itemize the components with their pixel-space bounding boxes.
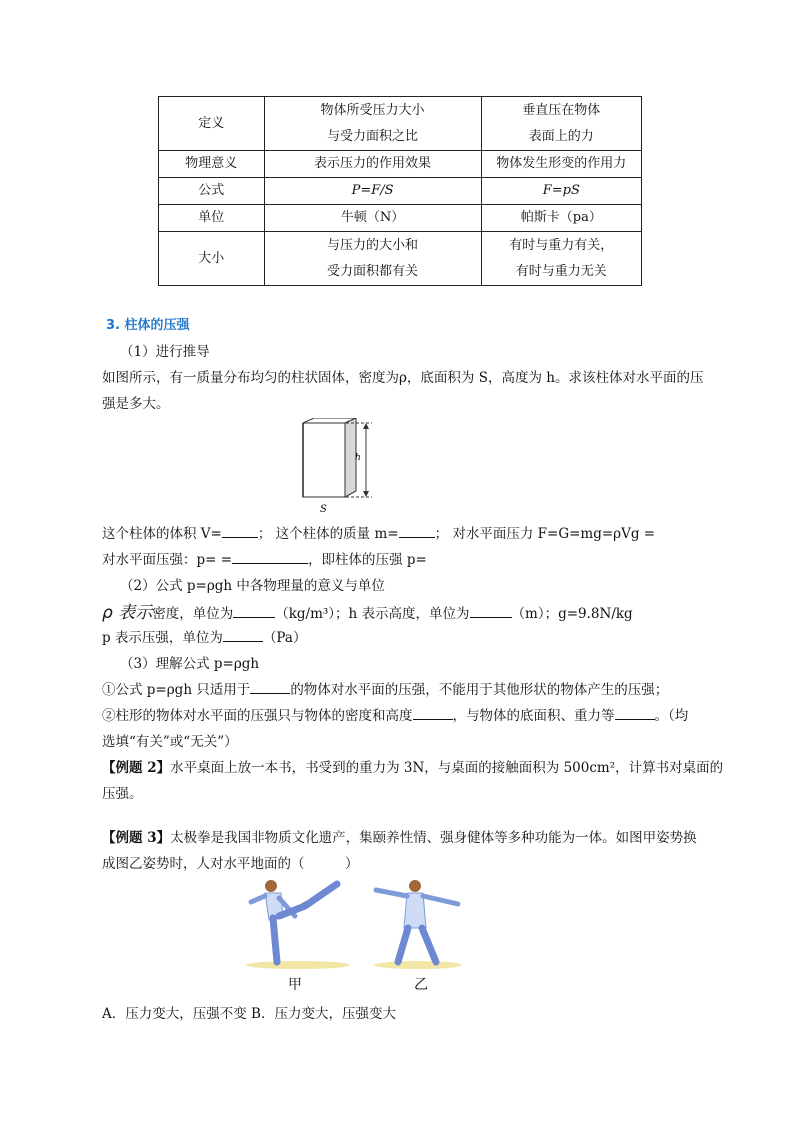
height-label: h	[355, 453, 361, 463]
example-2: 【例题 2】水平桌面上放一本书，书受到的重力为 3N，与桌面的接触面积为 500cm²，计算书对桌面的	[102, 760, 724, 776]
subheading: （2）公式 p=ρgh 中各物理量的意义与单位	[120, 578, 385, 594]
caption-jia: 甲	[288, 977, 302, 993]
item-line: ①公式 p=ρgh 只适用于 的物体对水平面的压强，不能用于其他形状的物体产生的压强；	[102, 682, 669, 698]
item-line: 选填“有关”或“无关”）	[102, 734, 238, 750]
comparison-table	[158, 96, 642, 286]
subheading: （3）理解公式 p=ρgh	[120, 656, 260, 672]
example-2-cont: 压强。	[102, 786, 143, 802]
table-row	[159, 97, 642, 151]
volume-line: 这个柱体的体积 V= ； 这个柱体的质量 m= ； 对水平面压力 F=G=mg=ρVg =	[102, 526, 656, 542]
example-3: 【例题 3】太极拳是我国非物质文化遗产，集颐养性情、强身健体等多种功能为一体。如图甲姿势换	[102, 830, 697, 846]
table-cell: 物体发生形变的作用力	[481, 151, 641, 178]
pressure-line: 对水平面压强：p= = ，即柱体的压强 p=	[102, 552, 427, 568]
table-cell-label: 定义	[159, 97, 265, 151]
table-cell: 与压力的大小和 受力面积都有关	[264, 232, 481, 286]
answer-options: A．压力变大，压强不变 B．压力变大，压强变大	[102, 1006, 396, 1022]
table-row	[159, 151, 642, 178]
table-row	[159, 205, 642, 232]
blank-field[interactable]	[233, 605, 275, 618]
blank-field[interactable]	[399, 525, 435, 538]
pressure-unit-line: p 表示压强，单位为 （Pa）	[102, 630, 307, 646]
table-cell: 牛顿（N）	[264, 205, 481, 232]
caption-yi: 乙	[414, 977, 428, 993]
item-line: ②柱形的物体对水平面的压强只与物体的密度和高度 ，与物体的底面积、重力等 。（均	[102, 708, 689, 724]
table-row	[159, 178, 642, 205]
blank-field[interactable]	[413, 707, 453, 720]
blank-field[interactable]	[250, 681, 290, 694]
table-cell-label: 大小	[159, 232, 265, 286]
taichi-figure-jia	[243, 876, 353, 972]
section-heading: 3. 柱体的压强	[106, 318, 190, 333]
table-cell: 垂直压在物体 表面上的力	[481, 97, 641, 151]
table-cell-label: 单位	[159, 205, 265, 232]
table-cell: F=pS	[481, 178, 641, 205]
table-cell-label: 公式	[159, 178, 265, 205]
blank-field[interactable]	[470, 605, 512, 618]
blank-field[interactable]	[222, 525, 258, 538]
table-row	[159, 232, 642, 286]
table-cell: 物体所受压力大小 与受力面积之比	[264, 97, 481, 151]
rho-line: ρ 表示密度，单位为 （kg/m³）；h 表示高度，单位为 （m）；g=9.8N/kg	[102, 603, 633, 623]
paragraph-line: 强是多大。	[102, 396, 170, 412]
blank-field[interactable]	[615, 707, 655, 720]
table-cell: 表示压力的作用效果	[264, 151, 481, 178]
example-3-cont: 成图乙姿势时，人对水平地面的（ ）	[102, 856, 359, 872]
subheading: （1）进行推导	[120, 344, 210, 360]
table-cell: 有时与重力有关， 有时与重力无关	[481, 232, 641, 286]
table-cell-label: 物理意义	[159, 151, 265, 178]
taichi-figure-yi	[370, 876, 480, 972]
blank-field[interactable]	[232, 551, 308, 564]
table-cell: P=F/S	[264, 178, 481, 205]
blank-field[interactable]	[223, 629, 263, 642]
table-cell: 帕斯卡（pa）	[481, 205, 641, 232]
column-figure	[296, 418, 386, 516]
base-area-label: S	[320, 504, 327, 515]
paragraph-line: 如图所示，有一质量分布均匀的柱状固体，密度为ρ，底面积为 S，高度为 h。求该柱体对水平面的压	[102, 370, 704, 386]
